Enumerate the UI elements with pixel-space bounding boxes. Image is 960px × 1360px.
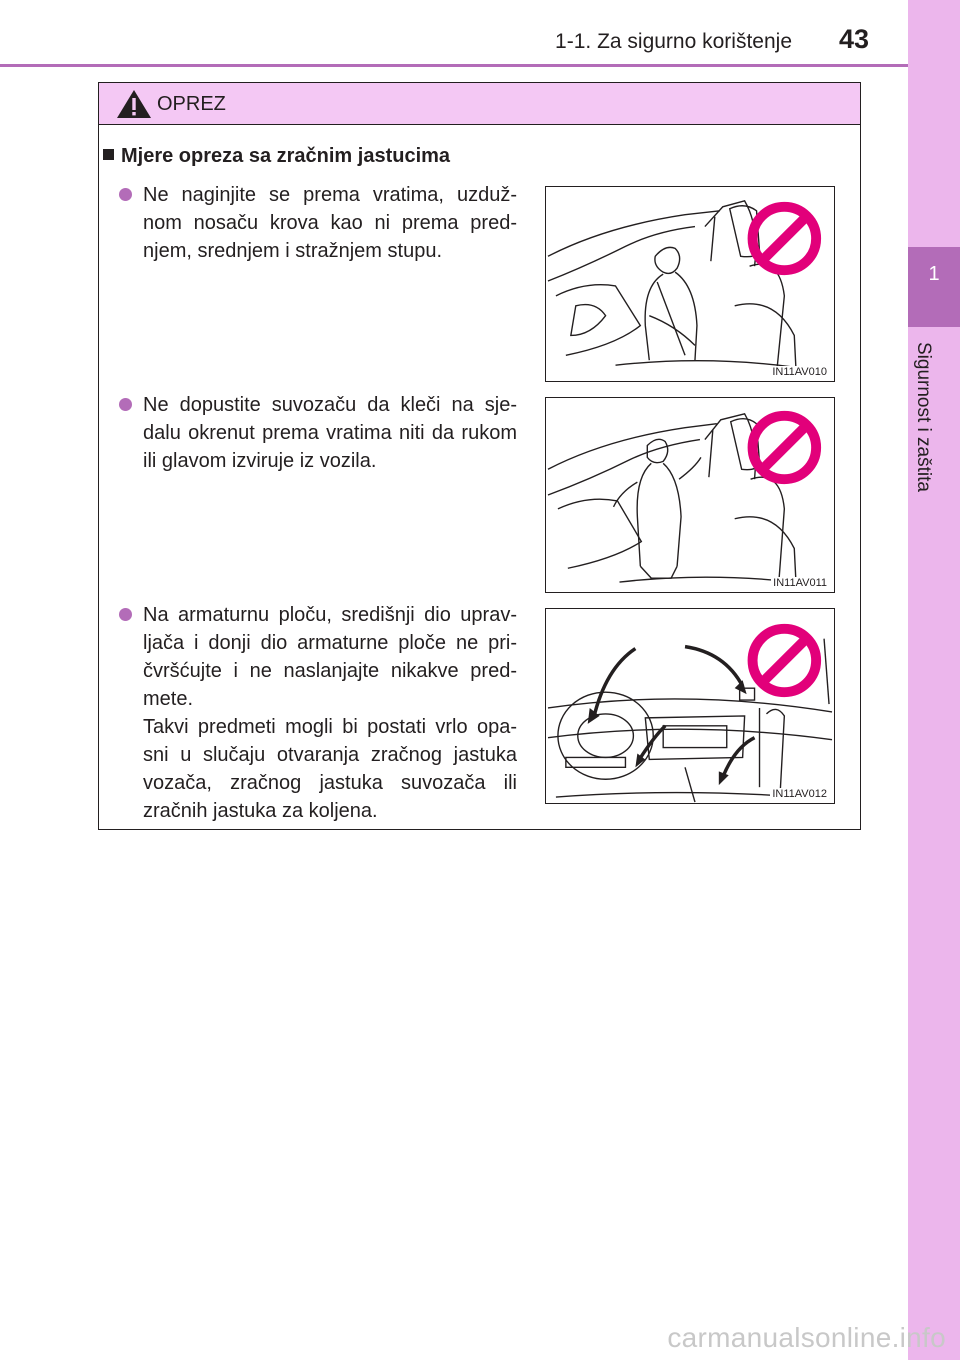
header-rule — [0, 64, 908, 67]
prohibition-sign-icon — [753, 207, 817, 270]
chapter-number-box — [908, 247, 960, 327]
item-text: Ne naginjite se prema vratima, uzduž-nom nosaču krova kao ni prema pred-njem, srednjem i stražnjem stupu. — [143, 184, 517, 262]
square-bullet-icon — [103, 149, 114, 160]
caution-box — [98, 82, 861, 830]
list-item — [119, 601, 517, 825]
section-title: 1-1. Za sigurno korištenje — [555, 30, 792, 53]
chapter-side-tab — [908, 0, 960, 1360]
item-text: Ne dopustite suvozaču da kleči na sje-dalu okrenut prema vratima niti da rukom ili glavom izviruje iz vozila. — [143, 394, 517, 472]
page-number: 43 — [839, 24, 870, 54]
section-heading-text: Mjere opreza sa zračnim jastucima — [121, 145, 451, 167]
prohibition-sign-icon — [753, 629, 817, 692]
caution-label: OPREZ — [157, 93, 226, 115]
caution-header — [99, 83, 860, 125]
bullet-icon — [119, 398, 132, 411]
illustration-code: IN11AV011 — [773, 577, 827, 589]
list-item — [119, 181, 517, 265]
bullet-icon — [119, 608, 132, 621]
item-text-continued: Takvi predmeti mogli bi postati vrlo opa-sni u slučaju otvaranja zračnog jastuka vozača, zračnog jastuka suvozača ili zračnih jastuka za koljena. — [143, 716, 517, 822]
illustration-kneel-on-seat — [545, 397, 835, 593]
illustration-dashboard-objects — [545, 608, 835, 804]
prohibition-sign-icon — [753, 416, 817, 479]
dashboard-objects-illustration — [546, 609, 834, 803]
chapter-number: 1 — [928, 263, 940, 285]
item-text: Na armaturnu ploču, središnji dio uprav-ljača i donji dio armaturne ploče ne pri-čvršćujte i ne naslanjajte nikakve pred-mete. — [143, 604, 517, 710]
car-interior-lean-illustration — [546, 187, 834, 381]
chapter-title: Sigurnost i zaštita — [913, 342, 934, 492]
section-heading — [103, 145, 450, 168]
bullet-icon — [119, 188, 132, 201]
warning-triangle-icon — [116, 89, 152, 119]
illustration-code: IN11AV012 — [772, 788, 827, 800]
car-interior-kneel-illustration — [546, 398, 834, 592]
illustration-code: IN11AV010 — [772, 366, 827, 378]
watermark: carmanualsonline.info — [667, 1322, 946, 1353]
list-item — [119, 391, 517, 475]
illustration-lean-on-door — [545, 186, 835, 382]
